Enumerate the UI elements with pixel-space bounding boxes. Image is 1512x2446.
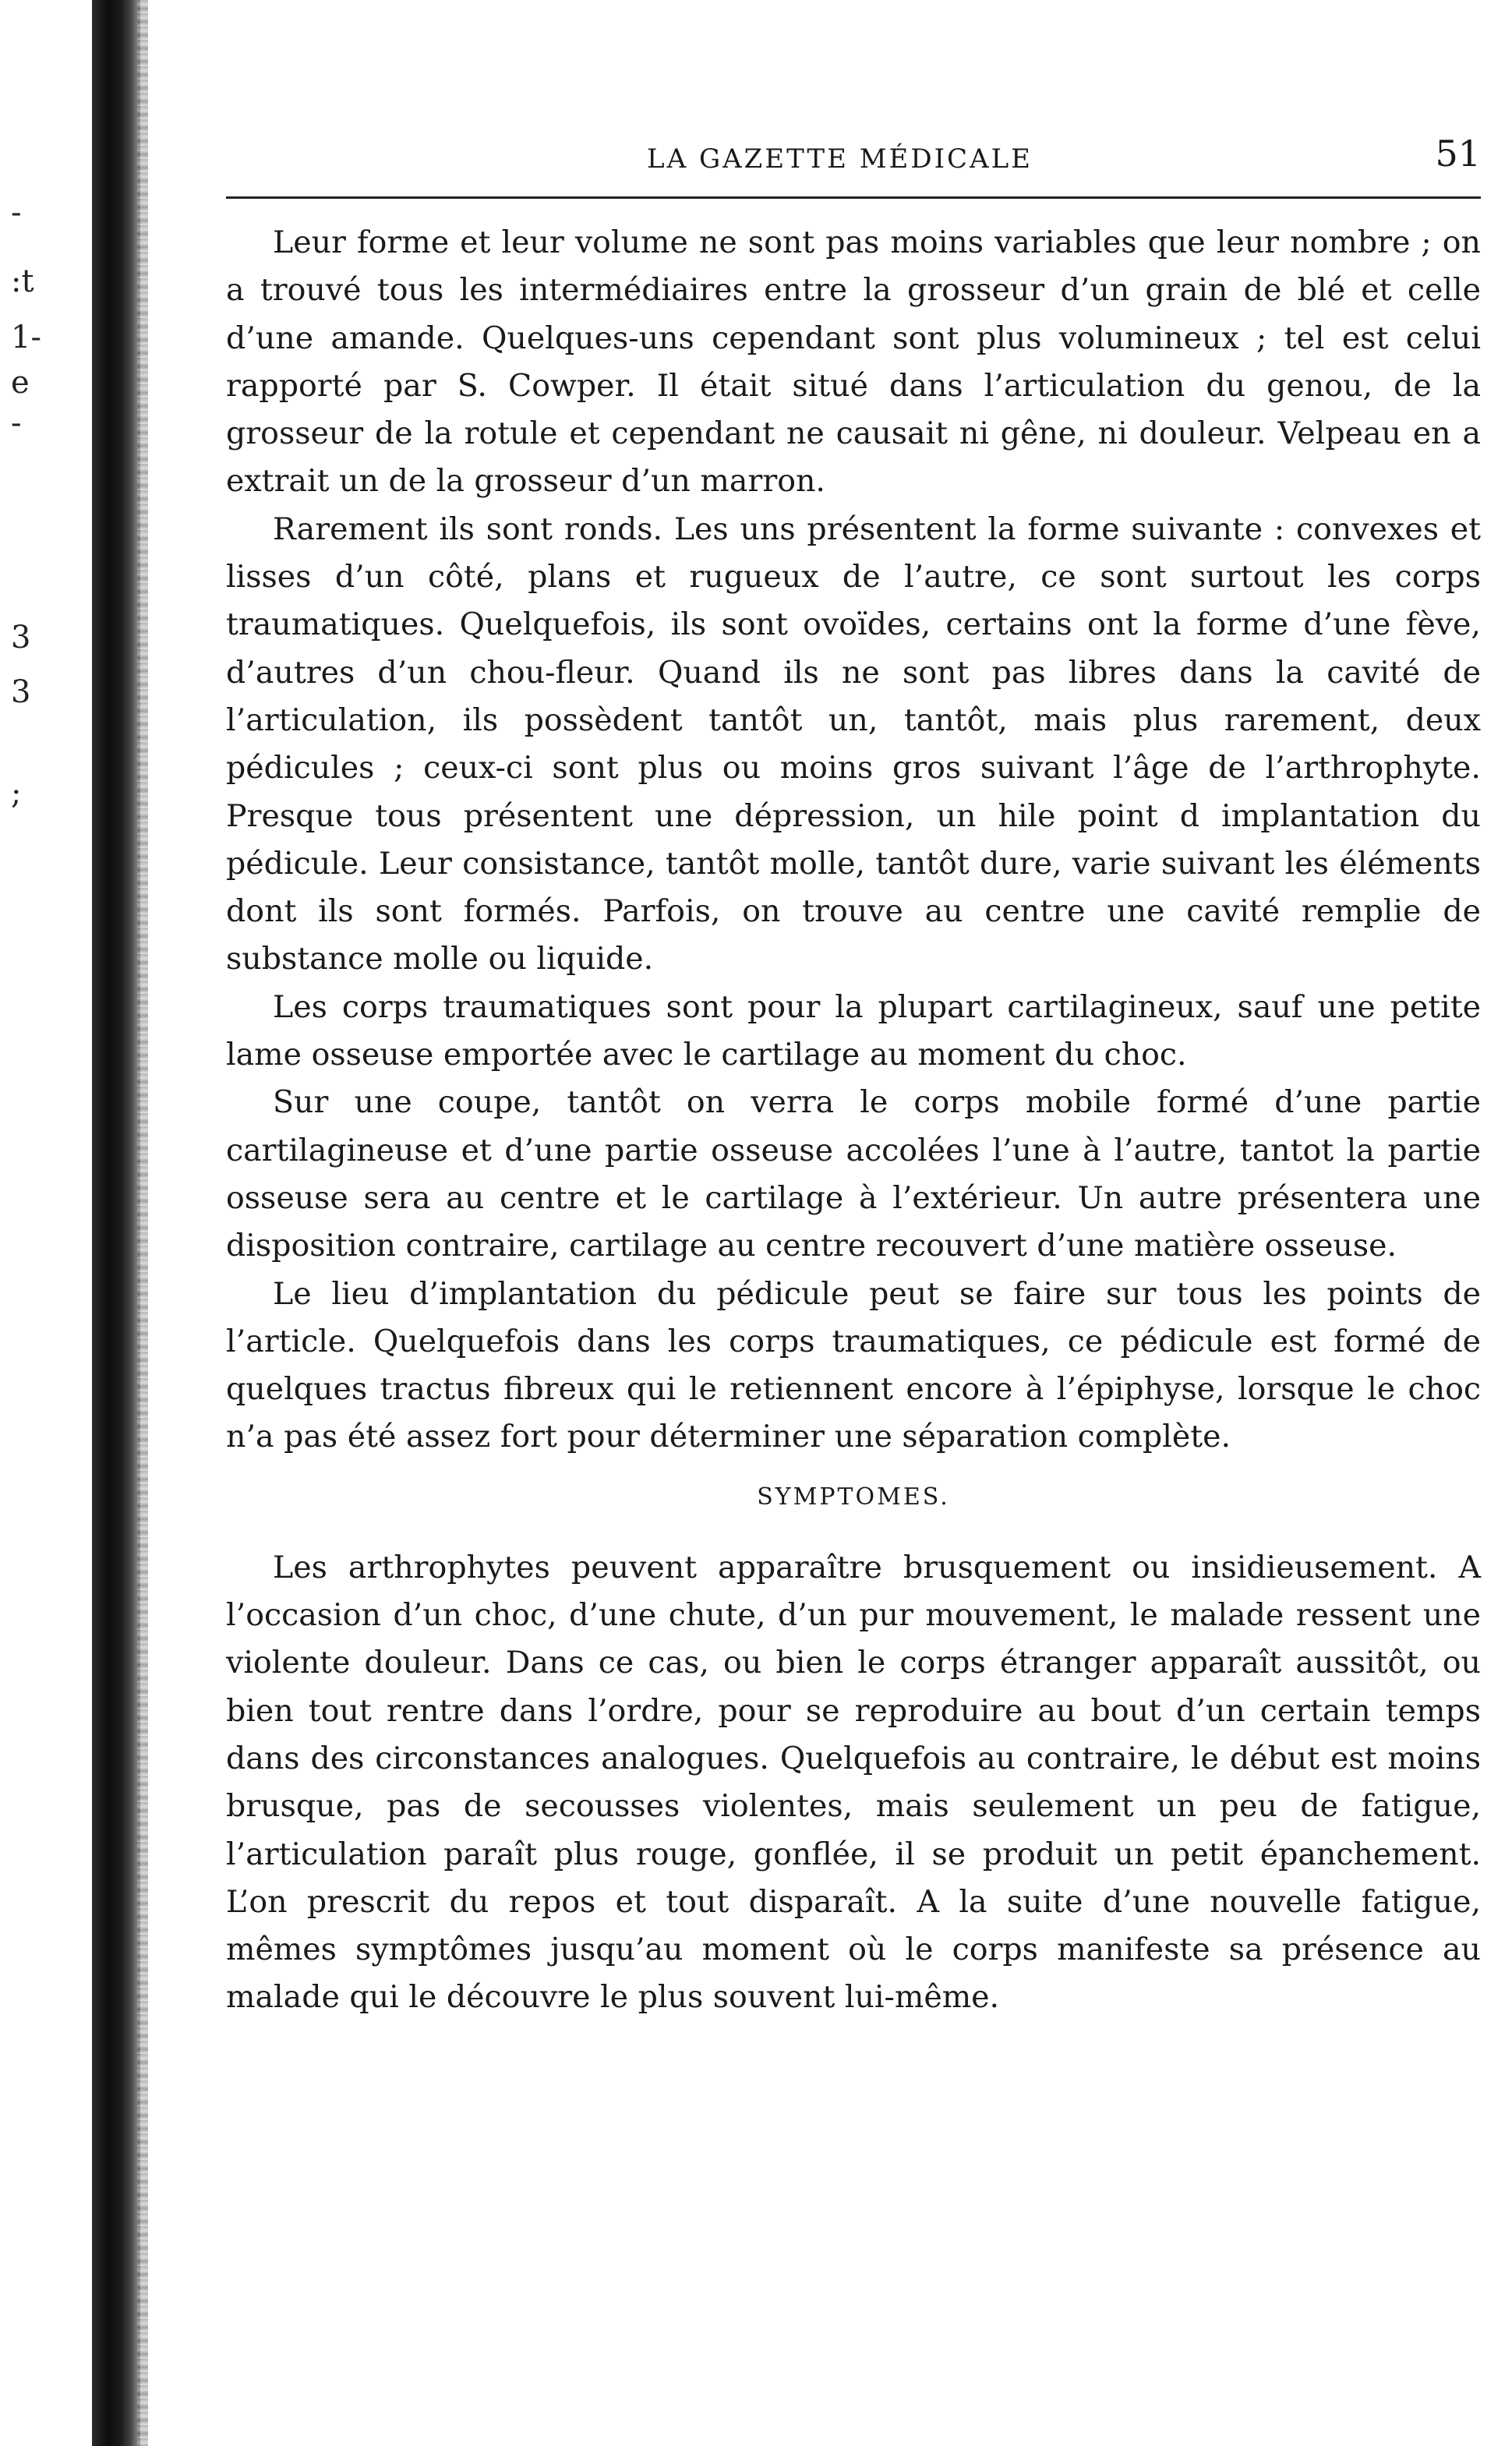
margin-fragments: [11, 0, 81, 857]
paragraph: Rarement ils sont ronds. Les uns présentent la forme suivante : convexes et lisses d’un côté, plans et rugueux de l’autre, ce sont surtout les corps traumatiques. Quelquefois, ils sont ovoïdes, certains ont la forme d’une fève, d’autres d’un chou-fleur. Quand ils ne sont pas libres dans la cavité de l’articulation, ils possèdent tantôt un, tantôt, mais plus rarement, deux pédicules ; ceux-ci sont plus ou moins gros suivant l’âge de l’arthrophyte. Presque tous présentent une dépression, un hile point d implantation du pédicule. Leur consistance, tantôt molle, tantôt dure, varie suivant les éléments dont ils sont formés. Parfois, on trouve au centre une cavité remplie de substance molle ou liquide.: [226, 511, 1481, 977]
margin-fragment: ;: [11, 776, 22, 811]
margin-fragment: -: [11, 195, 22, 231]
margin-fragment: 3: [11, 674, 31, 710]
page: [226, 133, 1481, 2022]
body-text-bottom: [226, 1544, 1481, 2022]
running-title: LA GAZETTE MÉDICALE: [647, 143, 1033, 175]
section-heading: SYMPTOMES.: [757, 1483, 950, 1511]
paragraph: Le lieu d’implantation du pédicule peut se faire sur tous les points de l’article. Quelquefois dans les corps traumatiques, ce pédicule est formé de quelques tractus fibreux qui le retiennent encore à l’épiphyse, lorsque le choc n’a pas été assez fort pour déterminer une séparation complète.: [226, 1275, 1481, 1455]
margin-fragment: 1-: [11, 320, 41, 355]
paragraph: Leur forme et leur volume ne sont pas moins variables que leur nombre ; on a trouvé tous les intermédiaires entre la grosseur d’un grain de blé et celle d’une amande. Quelques-uns cependant sont plus volumineux ; tel est celui rapporté par S. Cowper. Il était situé dans l’articulation du genou, de la grosseur de la rotule et cependant ne causait ni gêne, ni douleur. Velpeau en a extrait un de la grosseur d’un marron.: [226, 224, 1481, 500]
binding-shadow: [92, 0, 140, 2446]
margin-fragment: e: [11, 365, 30, 401]
body-text-top: [226, 219, 1481, 1462]
running-head: [226, 133, 1481, 195]
paragraph: Les arthrophytes peuvent apparaître brusquement ou insidieusement. A l’occasion d’un choc, d’une chute, d’un pur mouvement, le malade ressent une violente douleur. Dans ce cas, ou bien le corps étranger apparaît aussitôt, ou bien tout rentre dans l’ordre, pour se reproduire au bout d’un certain temps dans des circonstances analogues. Quelquefois au contraire, le début est moins brusque, pas de secousses violentes, mais seulement un peu de fatigue, l’articulation paraît plus rouge, gonflée, il se produit un petit épanchement. L’on prescrit du repos et tout disparaît. A la suite d’une nouvelle fatigue, mêmes symptômes jusqu’au moment où le corps manifeste sa présence au malade qui le découvre le plus souvent lui-même.: [226, 1549, 1481, 2016]
paragraph: Les corps traumatiques sont pour la plupart cartilagineux, sauf une petite lame osseuse emportée avec le cartilage au moment du choc.: [226, 988, 1481, 1073]
page-number: 51: [1435, 133, 1481, 175]
paragraph: Sur une coupe, tantôt on verra le corps mobile formé d’une partie cartilagineuse et d’une partie osseuse accolées l’une à l’autre, tantot la partie osseuse sera au centre et le cartilage à l’extérieur. Un autre présentera une disposition contraire, cartilage au centre recouvert d’une matière osseuse.: [226, 1084, 1481, 1264]
header-rule: [226, 196, 1481, 199]
binding-gutter: [0, 0, 156, 2446]
margin-fragment: 3: [11, 620, 31, 656]
margin-fragment: -: [11, 405, 22, 441]
margin-fragment: :t: [11, 263, 34, 299]
